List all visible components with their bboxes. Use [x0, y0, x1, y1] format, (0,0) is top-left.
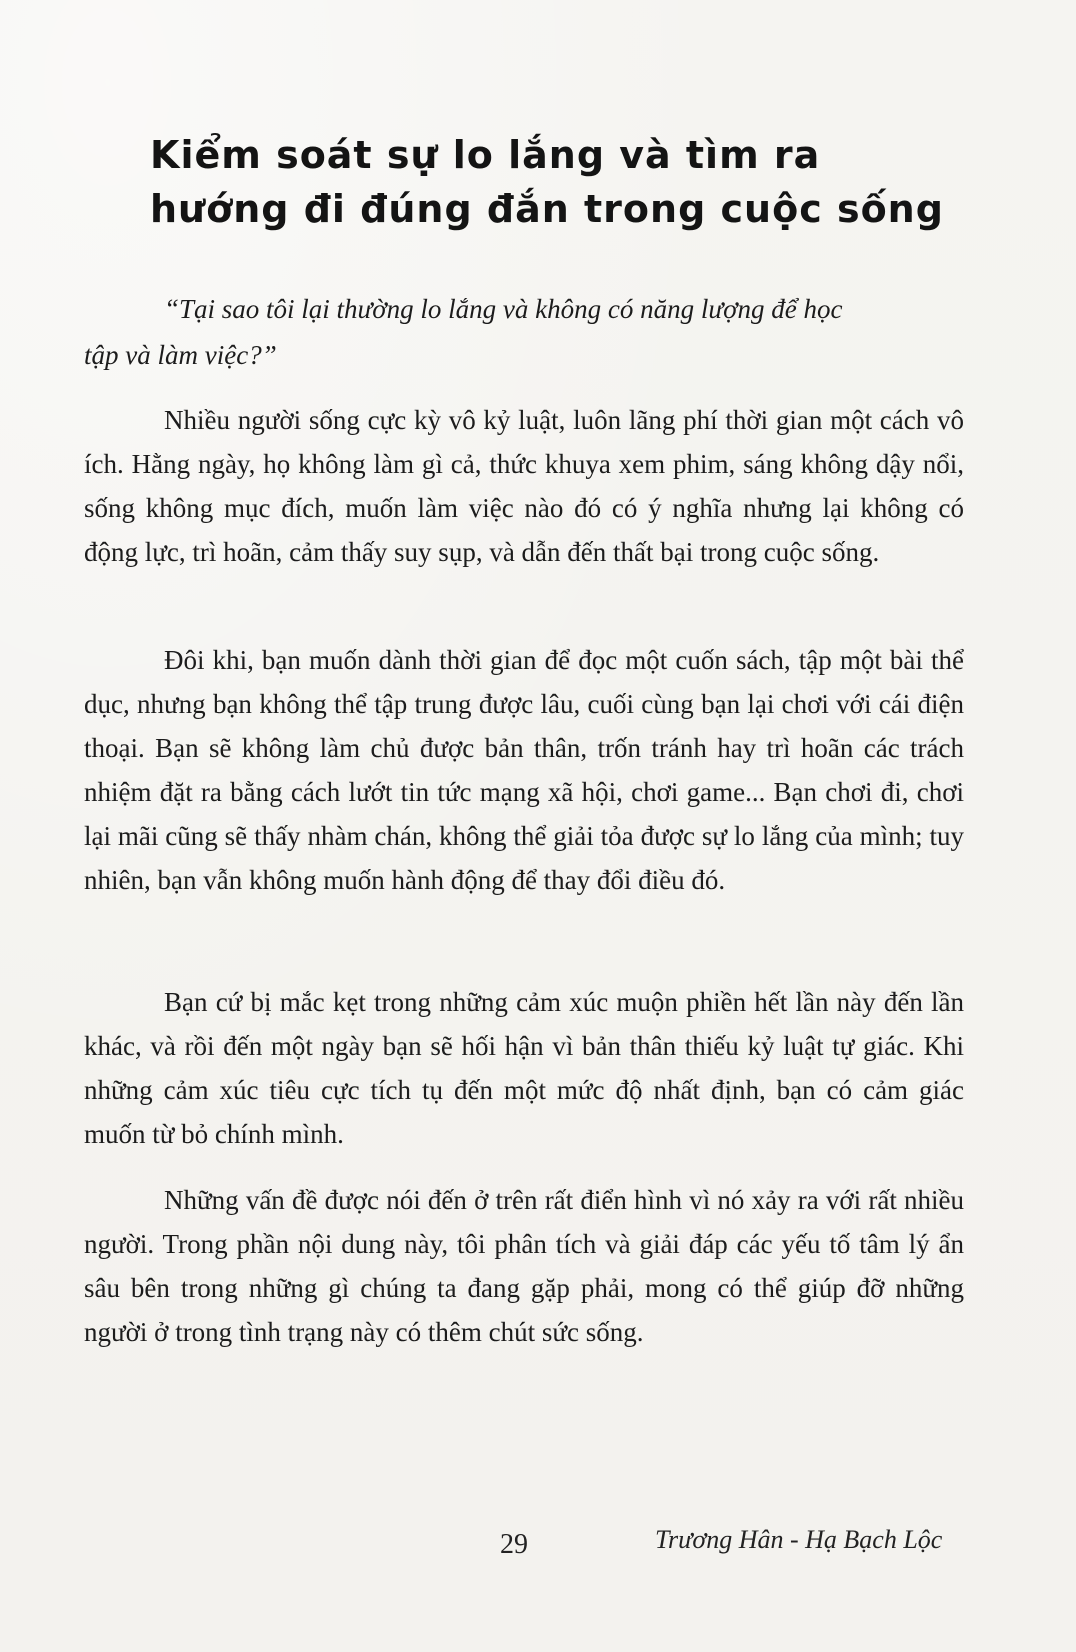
page-number: 29: [500, 1529, 528, 1560]
opening-quote: [84, 286, 964, 378]
chapter-title-line-2: hướng đi đúng đắn trong cuộc sống: [150, 187, 944, 231]
body-paragraph-1: Nhiều người sống cực kỳ vô kỷ luật, luôn lãng phí thời gian một cách vô ích. Hằng ngày, họ không làm gì cả, thức khuya xem phim, sáng không dậy nổi, sống không mục đích, muốn làm việc nào đó có ý nghĩa nhưng lại không có động lực, trì hoãn, cảm thấy suy sụp, và dẫn đến thất bại trong cuộc sống.: [84, 405, 964, 567]
chapter-title: [150, 128, 950, 236]
body-paragraph-3: Bạn cứ bị mắc kẹt trong những cảm xúc muộn phiền hết lần này đến lần khác, và rồi đến một ngày bạn sẽ hối hận vì bản thân thiếu kỷ luật tự giác. Khi những cảm xúc tiêu cực tích tụ đến một mức độ nhất định, bạn có cảm giác muốn từ bỏ chính mình.: [84, 987, 964, 1149]
chapter-title-line-1: Kiểm soát sự lo lắng và tìm ra: [150, 133, 821, 177]
running-footer-author: Trương Hân - Hạ Bạch Lộc: [655, 1525, 943, 1554]
body-paragraph-4: Những vấn đề được nói đến ở trên rất điển hình vì nó xảy ra với rất nhiều người. Trong phần nội dung này, tôi phân tích và giải đáp các yếu tố tâm lý ẩn sâu bên trong những gì chúng ta đang gặp phải, mong có thể giúp đỡ những người ở trong tình trạng này có thêm chút sức sống.: [84, 1185, 964, 1347]
body-paragraph-2: Đôi khi, bạn muốn dành thời gian để đọc một cuốn sách, tập một bài thể dục, nhưng bạn không thể tập trung được lâu, cuối cùng bạn lại chơi với cái điện thoại. Bạn sẽ không làm chủ được bản thân, trốn tránh hay trì hoãn các trách nhiệm đặt ra bằng cách lướt tin tức mạng xã hội, chơi game... Bạn chơi đi, chơi lại mãi cũng sẽ thấy nhàm chán, không thể giải tỏa được sự lo lắng của mình; tuy nhiên, bạn vẫn không muốn hành động để thay đổi điều đó.: [84, 645, 964, 895]
opening-quote-line-1: “Tại sao tôi lại thường lo lắng và không có năng lượng để học: [164, 294, 843, 324]
opening-quote-line-2: tập và làm việc?”: [84, 340, 277, 370]
